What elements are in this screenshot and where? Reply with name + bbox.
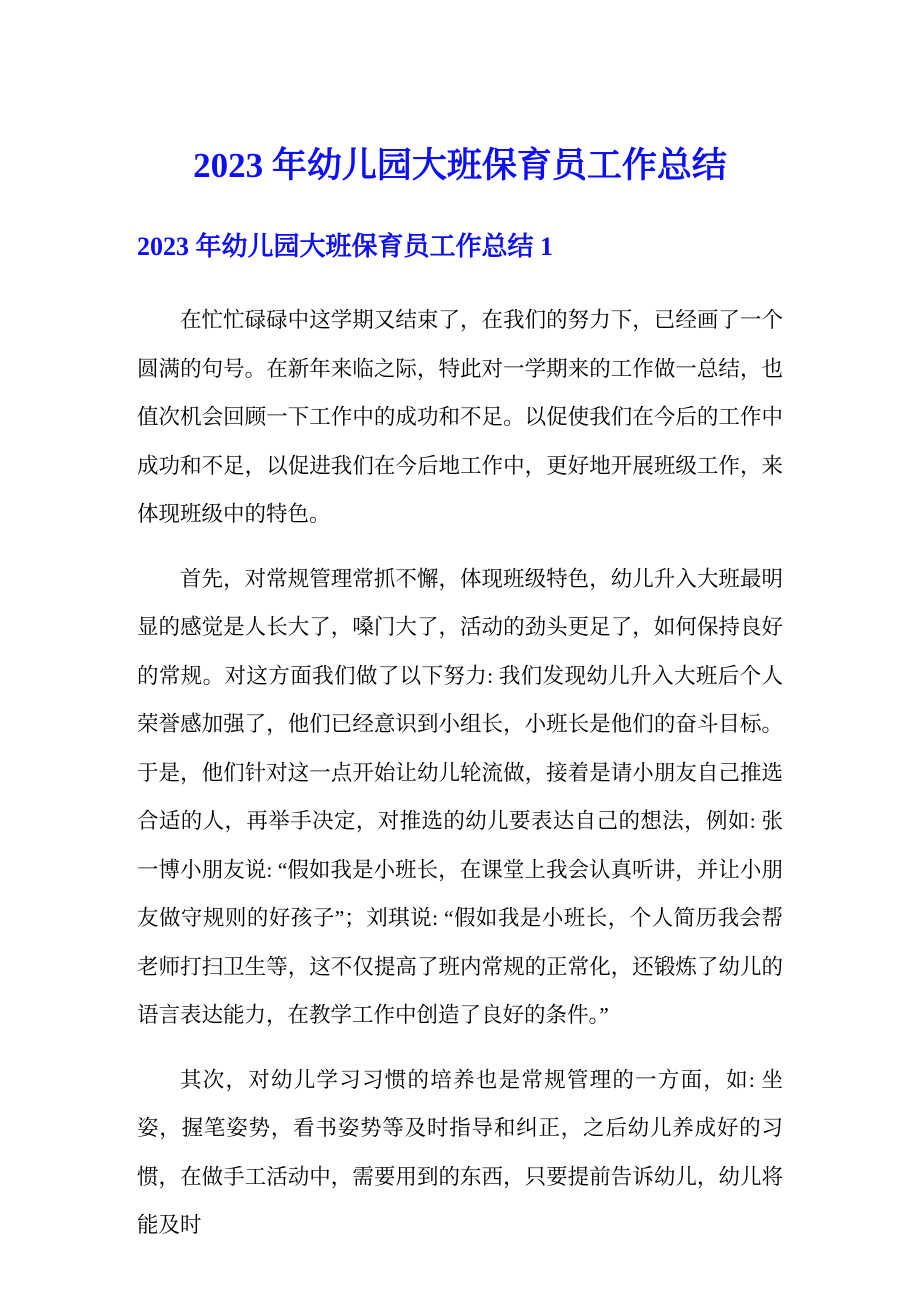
paragraph: 其次，对幼儿学习习惯的培养也是常规管理的一方面，如: 坐姿，握笔姿势，看书姿势等及时指导和纠正，之后幼儿养成好的习惯，在做手工活动中，需要用到的东西，只要提前告诉幼儿，幼儿将能及时: [137, 1067, 783, 1237]
document-title: 2023 年幼儿园大班保育员工作总结: [193, 146, 727, 185]
paragraph: 在忙忙碌碌中这学期又结束了，在我们的努力下，已经画了一个圆满的句号。在新年来临之际，特此对一学期来的工作做一总结，也值次机会回顾一下工作中的成功和不足。以促使我们在今后的工作中成功和不足，以促进我们在今后地工作中，更好地开展班级工作，来体现班级中的特色。: [137, 308, 783, 526]
document-body: [137, 296, 783, 1250]
paragraph: 首先，对常规管理常抓不懈，体现班级特色，幼儿升入大班最明显的感觉是人长大了，嗓门大了，活动的劲头更足了，如何保持良好的常规。对这方面我们做了以下努力: 我们发现幼儿升入大班后个人荣誉感加强了，他们已经意识到小组长，小班长是他们的奋斗目标。于是，他们针对这一点开始让幼儿轮流做，接着是请小朋友自己推选合适的人，再举手决定，对推选的幼儿要表达自己的想法，例如: 张一博小朋友说: “假如我是小班长，在课堂上我会认真听讲，并让小朋友做守规则的好孩子”；刘琪说: “假如我是小班长，个人简历我会帮老师打扫卫生等，这不仅提高了班内常规的正常化，还锻炼了幼儿的语言表达能力，在教学工作中创造了良好的条件。”: [137, 566, 783, 1027]
section-heading: 2023 年幼儿园大班保育员工作总结 1: [137, 232, 554, 261]
